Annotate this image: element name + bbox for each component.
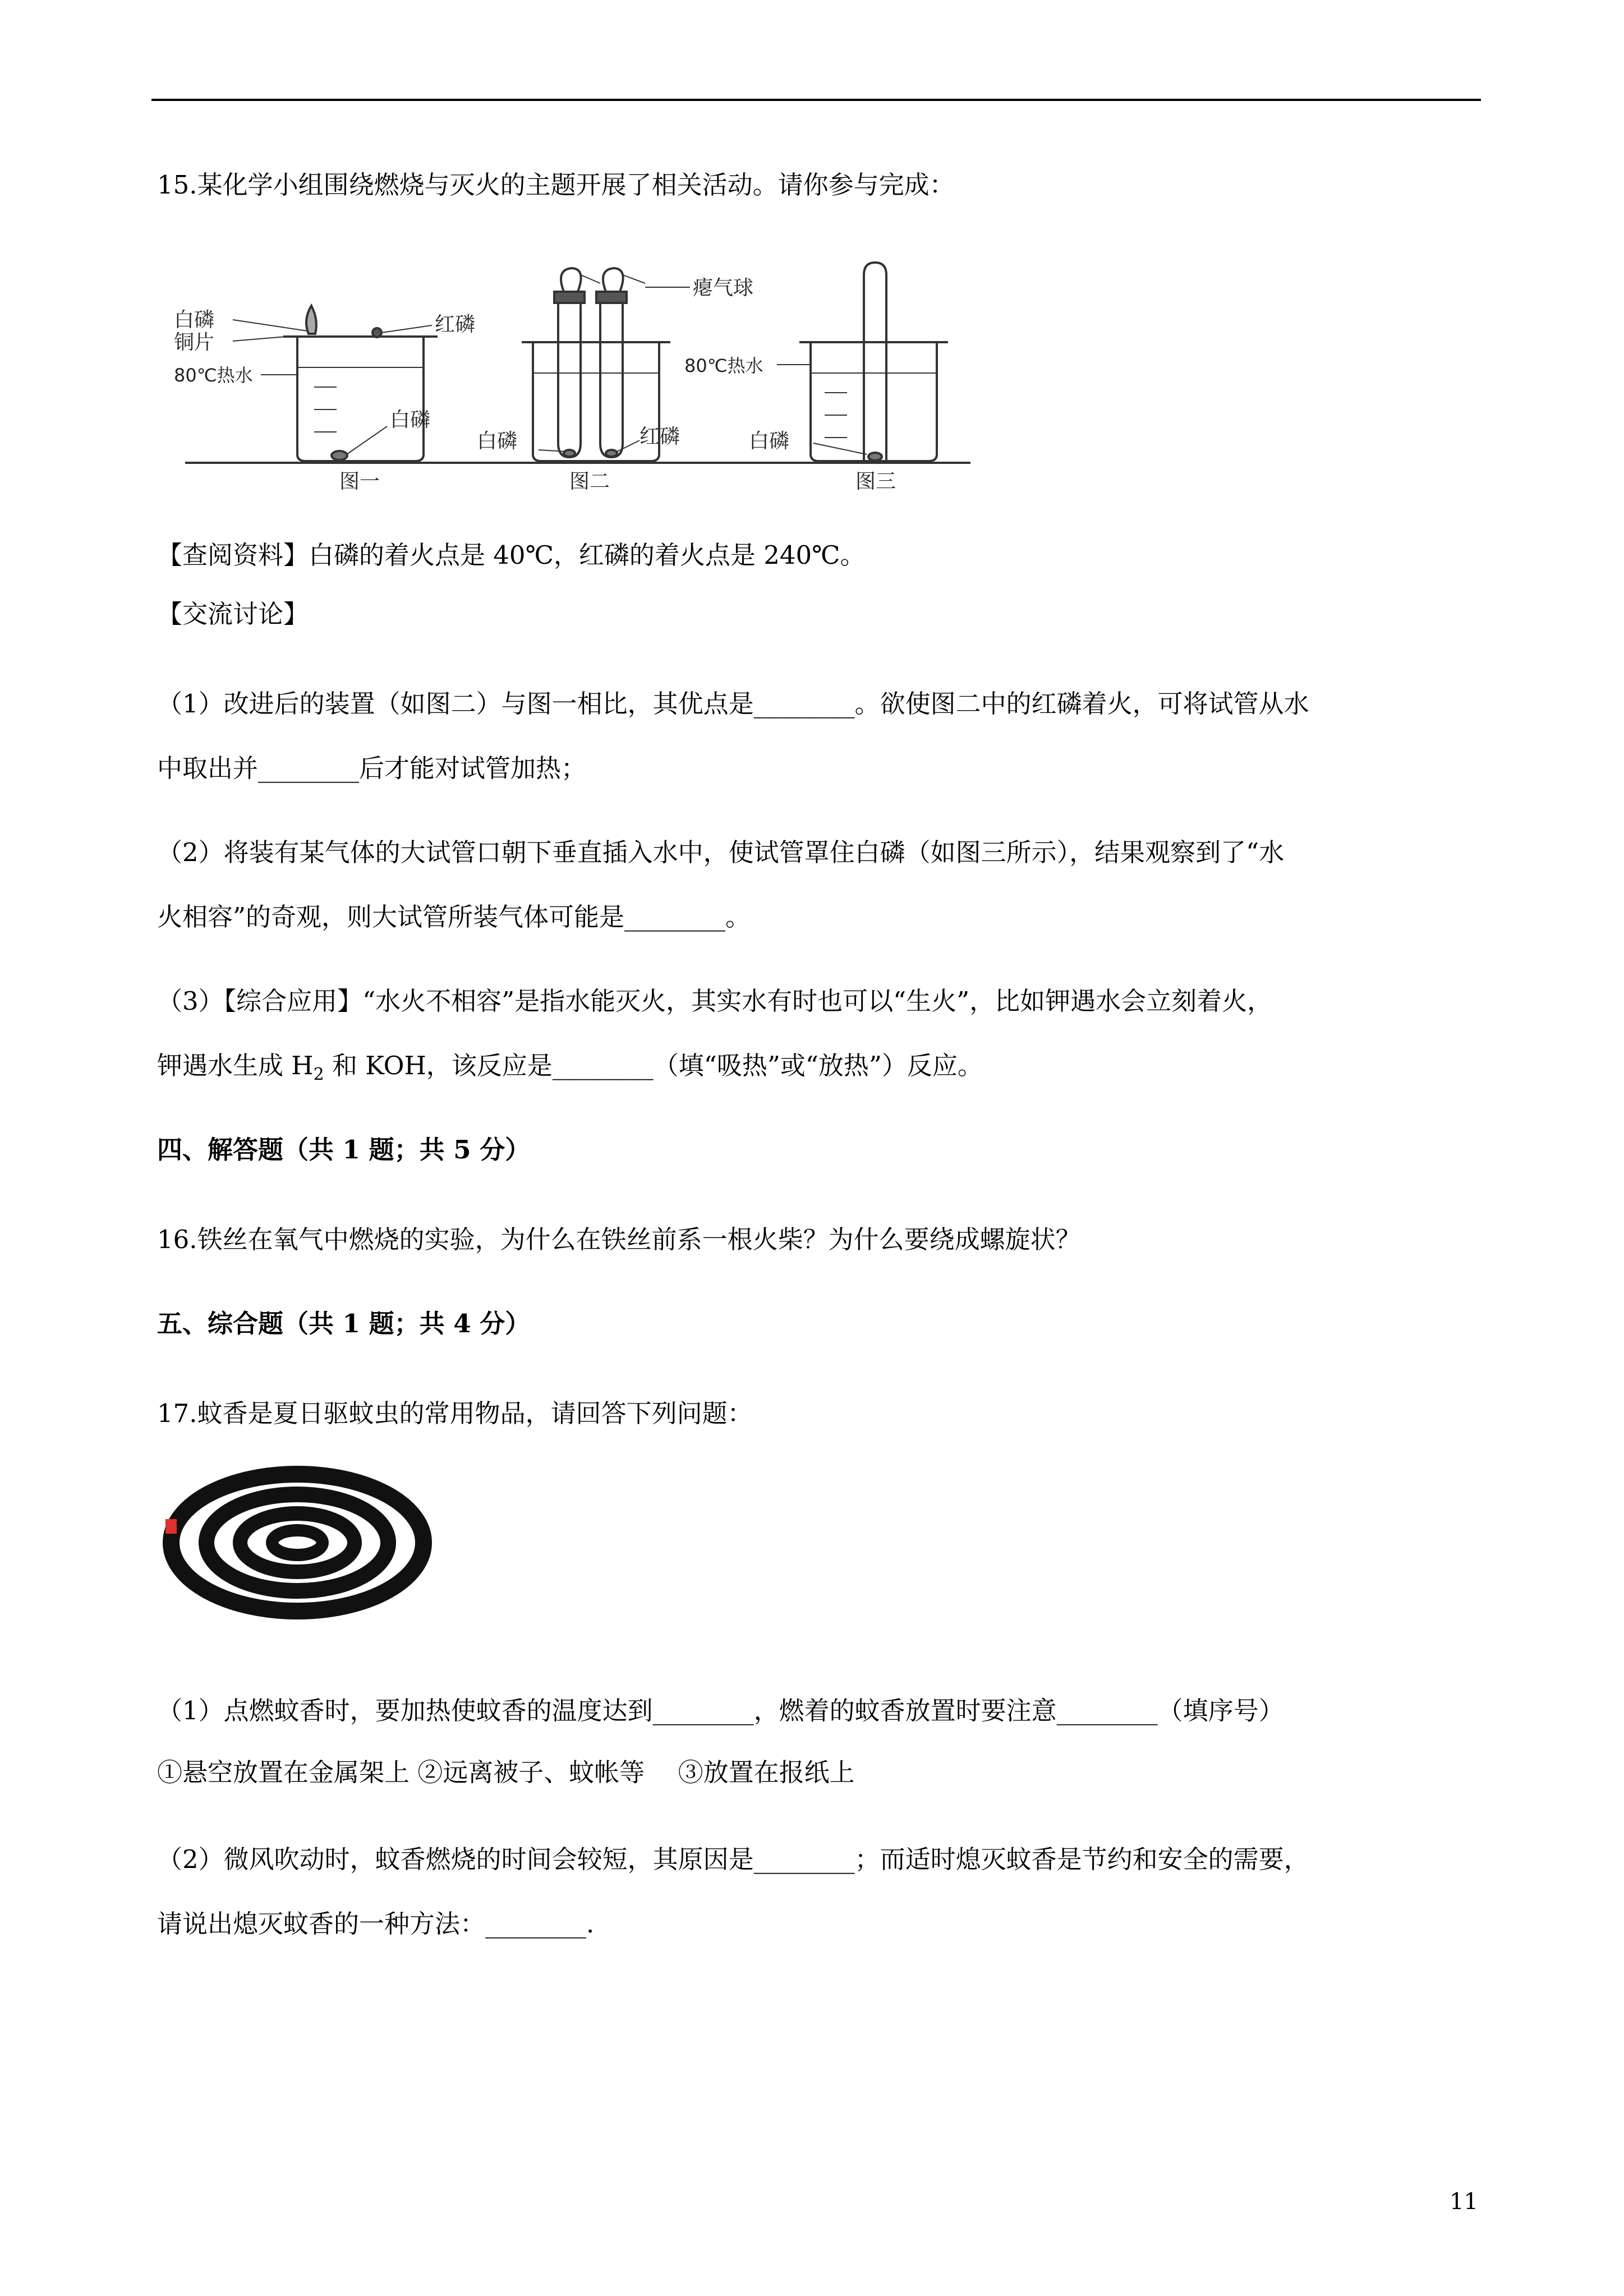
q15-stem: 15.某化学小组围绕燃烧与灭火的主题开展了相关活动。请你参与完成：: [157, 170, 955, 200]
page-number: 11: [1450, 2189, 1478, 2215]
label-white-phosphorus-2: 白磷: [477, 430, 518, 453]
q15-part3-line2: [157, 1049, 983, 1092]
beaker-3: [799, 263, 948, 461]
ember-icon: [165, 1519, 177, 1534]
q17-options: ①悬空放置在金属架上 ②远离被子、蚊帐等 ③放置在报纸上: [157, 1757, 855, 1787]
q15-part3-text-b: 和 KOH，该反应是________（填“吸热”或“放热”）反应。: [324, 1051, 983, 1080]
mosquito-coil-image: [157, 1458, 438, 1627]
label-hot-water-1: 80℃热水: [174, 365, 253, 386]
label-hot-water-3: 80℃热水: [684, 355, 763, 376]
q15-part2-line1: （2）将装有某气体的大试管口朝下垂直插入水中，使试管罩住白磷（如图三所示），结果观察到了“水: [157, 838, 1285, 867]
q15-part3-text-a: 钾遇水生成 H: [157, 1051, 314, 1080]
label-red-phosphorus-2: 红磷: [640, 425, 680, 448]
label-copper-sheet: 铜片: [174, 331, 215, 354]
section-4-heading: 四、解答题（共 1 题；共 5 分）: [157, 1135, 531, 1165]
section-5-heading: 五、综合题（共 1 题；共 4 分）: [157, 1309, 531, 1338]
q17-stem: 17.蚊香是夏日驱蚊虫的常用物品，请回答下列问题：: [157, 1398, 753, 1428]
q16-stem: 16.铁丝在氧气中燃烧的实验，为什么在铁丝前系一根火柴？为什么要绕成螺旋状？: [157, 1225, 1081, 1254]
header-rule: [151, 99, 1481, 101]
label-figure-1: 图一: [339, 470, 380, 493]
q15-discussion-heading: 【交流讨论】: [157, 599, 309, 629]
q15-apparatus-figure: [168, 252, 982, 505]
q15-part1-line1: （1）改进后的装置（如图二）与图一相比，其优点是________。欲使图二中的红磷着火，可将试管从水: [157, 689, 1309, 719]
beaker-1: [283, 337, 438, 461]
q15-part2-line2: 火相容”的奇观，则大试管所装气体可能是________。: [157, 902, 751, 932]
q15-part1-line2: 中取出并________后才能对试管加热；: [157, 753, 587, 783]
flame-icon: [306, 306, 316, 334]
q17-part2-line2: 请说出熄灭蚊香的一种方法：________.: [157, 1909, 595, 1939]
label-figure-3: 图三: [855, 470, 896, 493]
label-white-phosphorus-bottom-1: 白磷: [390, 408, 431, 431]
q17-part1: （1）点燃蚊香时，要加热使蚊香的温度达到________，燃着的蚊香放置时要注意________（填序号）: [157, 1696, 1284, 1726]
label-balloon: 瘪气球: [693, 277, 754, 300]
label-white-phosphorus-top: 白磷: [174, 309, 215, 332]
q17-part2-line1: （2）微风吹动时，蚊香燃烧的时间会较短，其原因是________；而适时熄灭蚊香是节约和安全的需要，: [157, 1844, 1309, 1874]
q15-info: 【查阅资料】白磷的着火点是 40℃，红磷的着火点是 240℃。: [157, 540, 866, 570]
q15-part3-line1: （3）【综合应用】“水火不相容”是指水能灭火，其实水有时也可以“生火”，比如钾遇水会立刻着火，: [157, 986, 1273, 1016]
label-figure-2: 图二: [569, 470, 610, 493]
q15-part3-subscript: 2: [313, 1065, 324, 1084]
label-red-phosphorus-top: 红磷: [435, 313, 476, 336]
label-white-phosphorus-3: 白磷: [749, 430, 790, 453]
